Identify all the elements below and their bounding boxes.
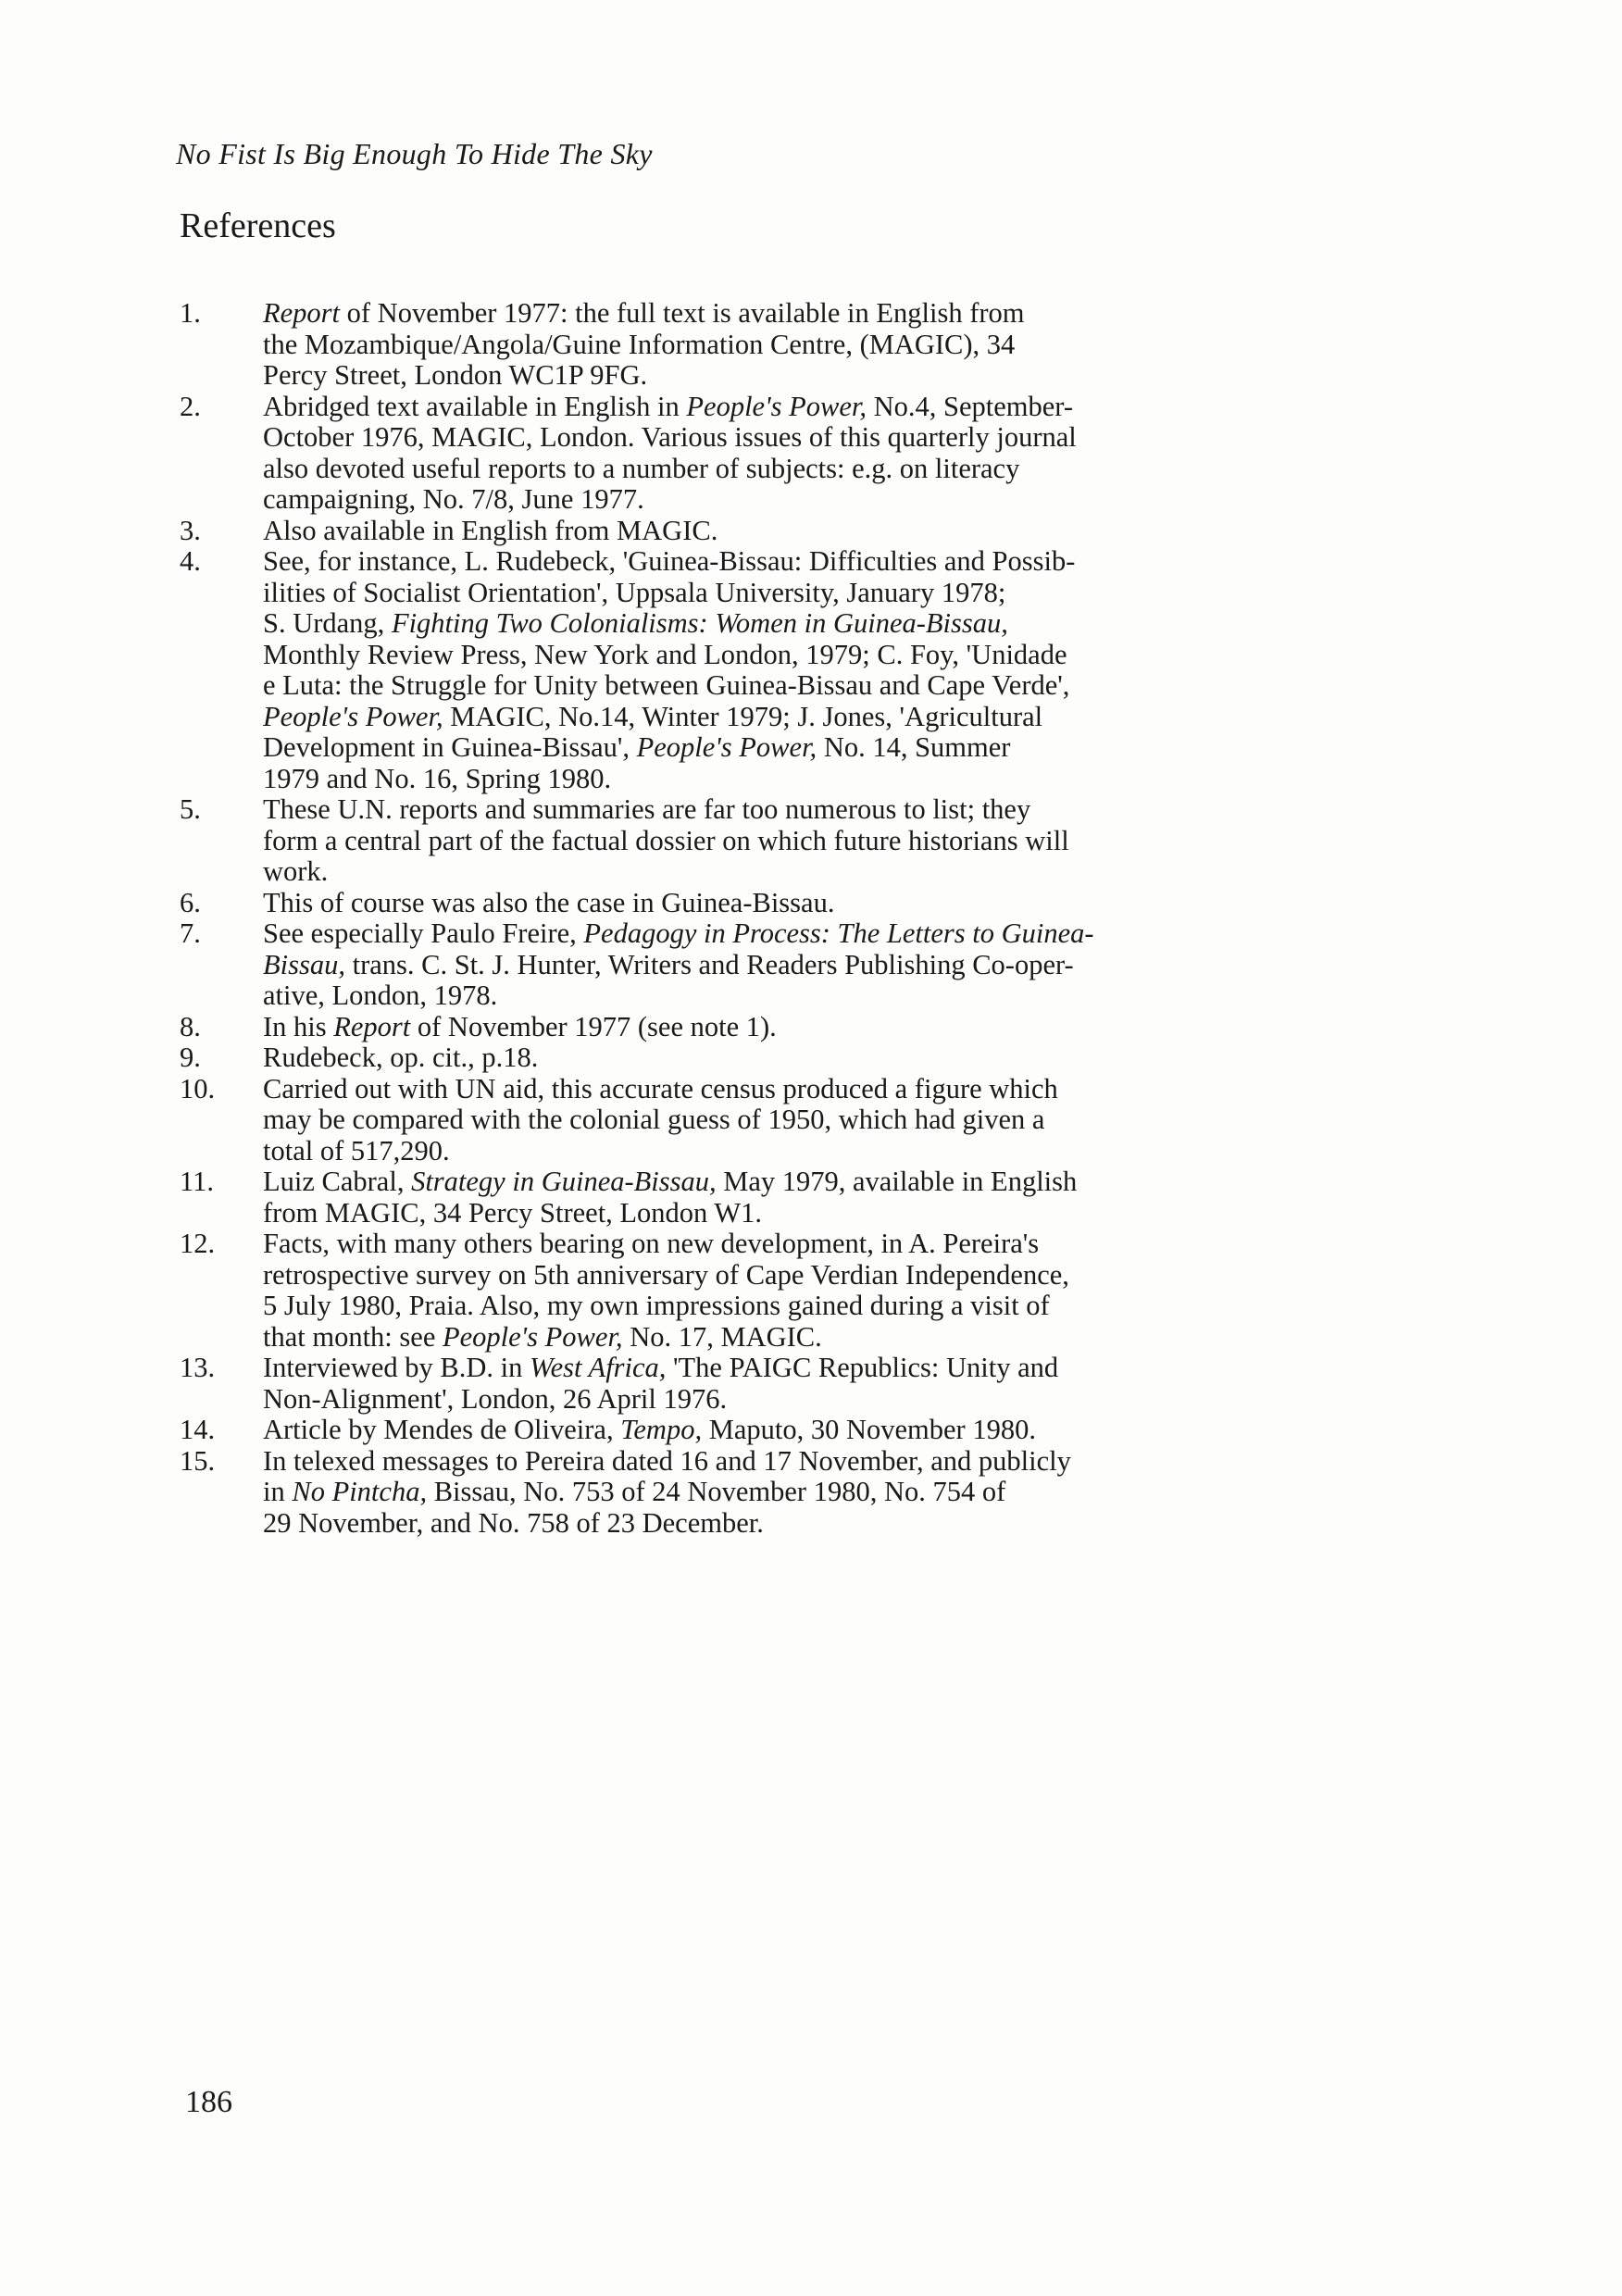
- reference-text-run: Abridged text available in English in: [263, 390, 687, 422]
- reference-title-italic: People's Power,: [442, 1320, 623, 1353]
- reference-text-run: Bissau, No. 753 of 24 November 1980, No. 754 of 29 November, and No. 758 of 23 December.: [263, 1476, 1006, 1539]
- reference-title-italic: Strategy in Guinea-Bissau,: [411, 1166, 717, 1197]
- reference-text: [263, 392, 1328, 516]
- reference-text-run: Rudebeck, op. cit., p.18.: [263, 1042, 539, 1073]
- reference-number: 2.: [180, 390, 201, 422]
- reference-number: 15.: [180, 1444, 216, 1477]
- reference-text-run: MAGIC, No.14, Winter 1979; J. Jones, 'Agricultural Development in Guinea-Bissau',: [263, 700, 1043, 763]
- reference-item: [180, 1353, 1328, 1415]
- reference-item: [180, 298, 1328, 392]
- reference-number: 12.: [180, 1228, 216, 1259]
- reference-title-italic: Report: [333, 1010, 411, 1042]
- reference-text-run: Also available in English from MAGIC.: [263, 514, 718, 546]
- reference-item: [180, 888, 1328, 919]
- reference-title-italic: Tempo,: [620, 1414, 703, 1445]
- reference-number: 6.: [180, 886, 201, 918]
- reference-text-run: Monthly Review Press, New York and London, 1979; C. Foy, 'Unidade e Luta: the Struggle for Unity between Guinea-Bissau and Cape Verde',: [263, 638, 1070, 701]
- reference-item: [180, 1229, 1328, 1353]
- reference-number: 8.: [180, 1010, 201, 1042]
- reference-number: 11.: [180, 1166, 214, 1197]
- reference-text-run: In his: [263, 1010, 334, 1042]
- reference-number: 3.: [180, 514, 201, 546]
- reference-item: [180, 794, 1328, 888]
- reference-title-italic: Report: [263, 297, 341, 329]
- reference-text: [263, 1229, 1328, 1353]
- reference-number: 10.: [180, 1072, 216, 1104]
- reference-text-run: May 1979, available in English from MAGIC, 34 Percy Street, London W1.: [263, 1166, 1078, 1229]
- reference-text-run: Article by Mendes de Oliveira,: [263, 1414, 621, 1445]
- reference-number: 14.: [180, 1414, 216, 1445]
- reference-item: [180, 1415, 1328, 1446]
- reference-text: [263, 298, 1328, 392]
- reference-text-run: See especially Paulo Freire,: [263, 917, 584, 949]
- reference-text: [263, 794, 1328, 888]
- reference-text-run: Interviewed by B.D. in: [263, 1352, 530, 1383]
- reference-item: [180, 1042, 1328, 1074]
- reference-title-italic: People's Power,: [686, 390, 867, 422]
- reference-text: [263, 546, 1328, 794]
- reference-item: [180, 918, 1328, 1012]
- reference-text-run: No.4, September- October 1976, MAGIC, London. Various issues of this quarterly journal also devoted useful reports to a number of subjects: e.g. on literacy campaigning, No. 7/8, June 1977.: [263, 390, 1077, 515]
- reference-number: 4.: [180, 545, 201, 577]
- reference-text: [263, 1415, 1328, 1446]
- section-title: References: [180, 206, 336, 245]
- reference-list: [180, 298, 1328, 1539]
- reference-text: [263, 918, 1328, 1012]
- reference-item: [180, 1012, 1328, 1043]
- reference-number: 1.: [180, 297, 201, 329]
- reference-title-italic: West Africa,: [530, 1352, 667, 1383]
- reference-title-italic: Pedagogy in Process: The Letters to Guinea- Bissau,: [263, 917, 1094, 980]
- reference-text-run: 'The PAIGC Republics: Unity and Non-Alignment', London, 26 April 1976.: [263, 1352, 1059, 1415]
- reference-text-run: These U.N. reports and summaries are far too numerous to list; they form a central part of the factual dossier on which future historians will work.: [263, 793, 1069, 887]
- running-head: No Fist Is Big Enough To Hide The Sky: [176, 137, 653, 170]
- reference-text-run: Maputo, 30 November 1980.: [702, 1414, 1036, 1445]
- reference-text: [263, 1074, 1328, 1167]
- reference-text-run: In telexed messages to Pereira dated 16 and 17 November, and publicly in: [263, 1444, 1071, 1507]
- reference-text-run: trans. C. St. J. Hunter, Writers and Readers Publishing Co-oper- ative, London, 1978.: [263, 948, 1074, 1011]
- reference-title-italic: Fighting Two Colonialisms: Women in Guinea-Bissau,: [391, 607, 1008, 639]
- reference-item: [180, 516, 1328, 547]
- reference-number: 5.: [180, 793, 201, 825]
- reference-text-run: No. 14, Summer 1979 and No. 16, Spring 1980.: [263, 731, 1011, 794]
- reference-item: [180, 546, 1328, 794]
- reference-text-run: No. 17, MAGIC.: [622, 1320, 822, 1353]
- reference-text: [263, 516, 1328, 547]
- reference-text-run: See, for instance, L. Rudebeck, 'Guinea-Bissau: Difficulties and Possib- ilities of Socialist Orientation', Uppsala University, January 1978; S. Urdang,: [263, 545, 1076, 639]
- reference-item: [180, 1167, 1328, 1229]
- reference-number: 7.: [180, 917, 201, 949]
- reference-text: [263, 888, 1328, 919]
- reference-text: [263, 1042, 1328, 1074]
- reference-item: [180, 392, 1328, 516]
- reference-item: [180, 1074, 1328, 1167]
- reference-text-run: Carried out with UN aid, this accurate census produced a figure which may be compared with the colonial guess of 1950, which had given a total of 517,290.: [263, 1072, 1058, 1167]
- reference-item: [180, 1446, 1328, 1540]
- reference-text-run: of November 1977: the full text is available in English from the Mozambique/Angola/Guine Information Centre, (MAGIC), 34 Percy Street, London WC1P 9FG.: [263, 297, 1025, 391]
- reference-number: 9.: [180, 1042, 201, 1073]
- reference-text: [263, 1012, 1328, 1043]
- reference-text-run: of November 1977 (see note 1).: [410, 1010, 777, 1042]
- reference-text-run: Facts, with many others bearing on new development, in A. Pereira's retrospective survey on 5th anniversary of Cape Verdian Independence, 5 July 1980, Praia. Also, my own impressions gained during a visit of that month: see: [263, 1228, 1069, 1353]
- reference-number: 13.: [180, 1352, 216, 1383]
- reference-title-italic: People's Power,: [263, 700, 443, 732]
- reference-text: [263, 1167, 1328, 1229]
- reference-text: [263, 1446, 1328, 1540]
- reference-text-run: Luiz Cabral,: [263, 1166, 412, 1197]
- page-number: 186: [185, 2085, 232, 2119]
- reference-text-run: This of course was also the case in Guinea-Bissau.: [263, 886, 835, 918]
- reference-title-italic: No Pintcha,: [292, 1476, 428, 1507]
- reference-title-italic: People's Power,: [636, 731, 817, 763]
- reference-text: [263, 1353, 1328, 1415]
